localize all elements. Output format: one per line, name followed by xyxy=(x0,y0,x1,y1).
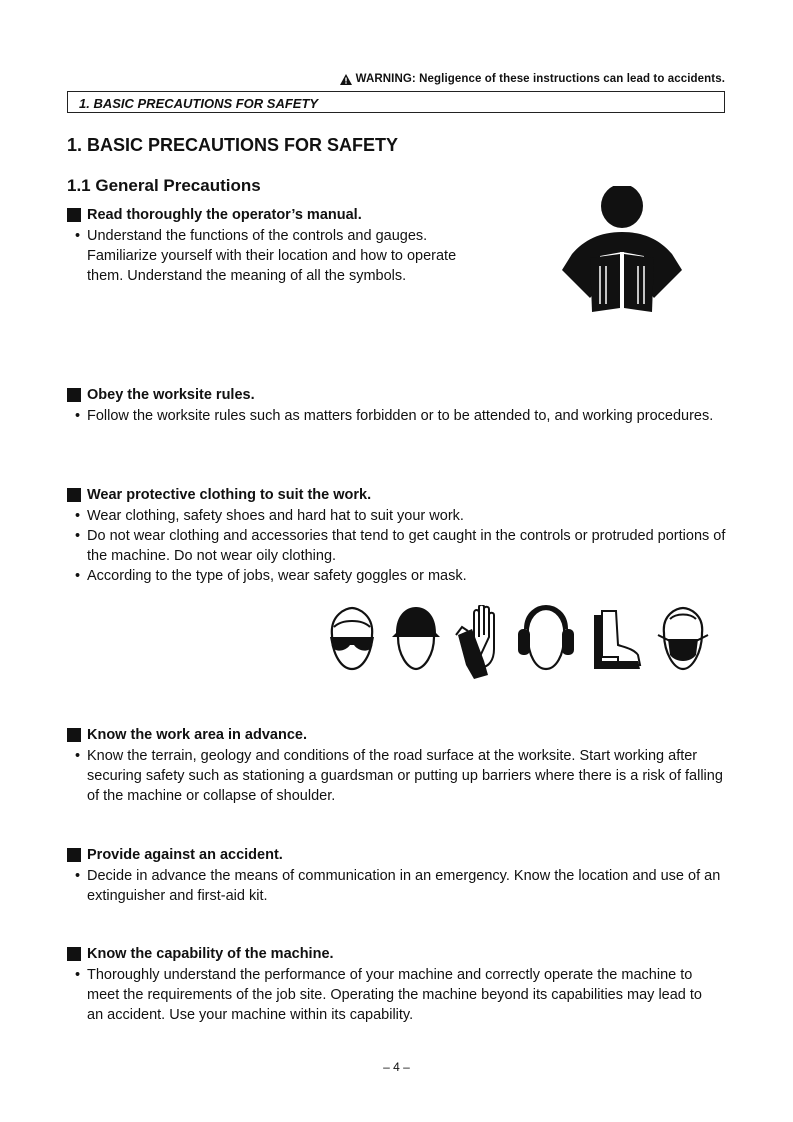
precaution-work-area xyxy=(67,727,735,806)
safety-boot-icon xyxy=(588,605,646,675)
hard-hat-icon xyxy=(390,605,442,675)
precaution-accident xyxy=(67,847,735,906)
precaution-worksite-rules xyxy=(67,387,717,426)
bullet-square xyxy=(67,388,81,402)
precaution-protective-clothing xyxy=(67,487,727,586)
precaution-bullet: • Understand the functions of the controls and gauges. Familiarize yourself with their location and how to operate them. Understand the meaning of all the symbols. xyxy=(75,226,467,286)
bullet-square xyxy=(67,728,81,742)
bullet-square xyxy=(67,488,81,502)
running-header xyxy=(67,91,725,113)
precaution-bullet: • Thoroughly understand the performance of your machine and correctly operate the machine to meet the requirements of the job site. Operating the machine beyond its capabilities may lead to an accident. Use your machine within its capability. xyxy=(75,965,707,1025)
precaution-bullet: • Wear clothing, safety shoes and hard hat to suit your work. xyxy=(75,506,727,526)
precaution-bullet: • According to the type of jobs, wear safety goggles or mask. xyxy=(75,566,727,586)
ear-protection-icon xyxy=(516,605,576,675)
bullet-square xyxy=(67,848,81,862)
precaution-read-manual xyxy=(67,207,467,286)
safety-goggles-icon xyxy=(326,605,378,675)
running-title: 1. BASIC PRECAUTIONS FOR SAFETY xyxy=(79,96,319,111)
precaution-bullet: • Decide in advance the means of communication in an emergency. Know the location and use of an extinguisher and first-aid kit. xyxy=(75,866,735,906)
bullet-square xyxy=(67,947,81,961)
precaution-heading: Provide against an accident. xyxy=(67,847,735,863)
precaution-heading: Know the work area in advance. xyxy=(67,727,735,743)
precaution-bullet: • Do not wear clothing and accessories that tend to get caught in the controls or protruded portions of the machine. Do not wear oily clothing. xyxy=(75,526,727,566)
precaution-heading: Read thoroughly the operator’s manual. xyxy=(67,207,467,223)
page-number: – 4 – xyxy=(383,1060,410,1074)
precaution-bullet: • Know the terrain, geology and conditions of the road surface at the worksite. Start working after securing safety such as stationing a guardsman or putting up barriers where there is a risk of falling of the machine or collapse of shoulder. xyxy=(75,746,735,806)
ppe-icons xyxy=(326,605,711,687)
dust-mask-icon xyxy=(656,605,710,675)
precaution-heading: Wear protective clothing to suit the work. xyxy=(67,487,727,503)
bullet-square xyxy=(67,208,81,222)
precaution-machine-capability xyxy=(67,946,707,1025)
read-manual-icon xyxy=(560,186,686,314)
precaution-heading: Obey the worksite rules. xyxy=(67,387,717,403)
precaution-bullet: • Follow the worksite rules such as matters forbidden or to be attended to, and working procedures. xyxy=(75,406,717,426)
warning-notice xyxy=(340,73,725,85)
warning-triangle-icon xyxy=(340,74,352,85)
precaution-heading: Know the capability of the machine. xyxy=(67,946,707,962)
warning-text: WARNING: Negligence of these instructions can lead to accidents. xyxy=(355,73,725,85)
section-title: 1.1 General Precautions xyxy=(67,176,261,195)
chapter-title: 1. BASIC PRECAUTIONS FOR SAFETY xyxy=(67,135,399,155)
gloves-icon xyxy=(454,605,504,681)
